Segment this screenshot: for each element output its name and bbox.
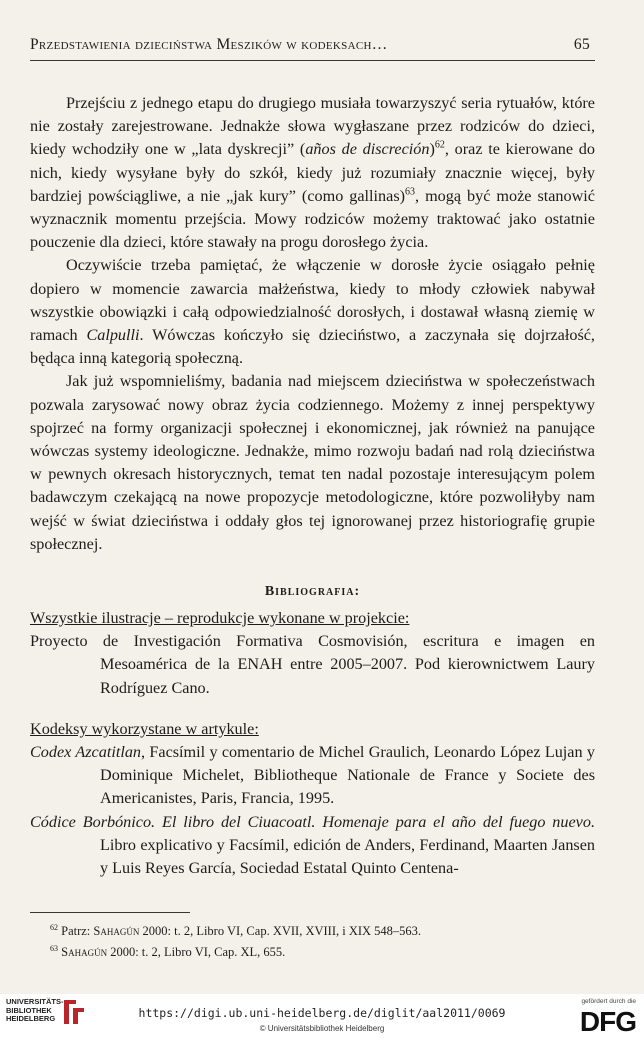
- digitization-footer: [0, 994, 644, 1044]
- p2-text-b: . Wówczas kończyło się dzieciństwo, a zaczynała się dojrzałość, będąca inną kategorią społeczną.: [30, 326, 595, 368]
- bib-entry: Proyecto de Investigación Formativa Cosmovisión, escritura e imagen en Mesoamérica de la ENAH entre 2005–2007. Pod kierownictwem Laury Rodríguez Cano.: [30, 632, 595, 697]
- p2-text-a: Oczywiście trzeba pamiętać, że włączenie w dorosłe życie osiągało pełnię dopiero w momencie zawarcia małżeństwa, kiedy to młody człowiek nabywał wszystkie obowiązki i całą odpowiedzialność dorosłych, i dostawał własną ziemię w ramach: [30, 256, 595, 345]
- p1-text-b: ): [429, 140, 435, 159]
- footnotes: [50, 919, 590, 961]
- p1-text-d: , mogą być może stanowić wyznacznik momentu przejścia. Mowy rodziców możemy traktować jako ostatnie pouczenie dla dzieci, które stawały na progu dorosłego życia.: [30, 186, 595, 252]
- source-url-link[interactable]: https://digi.ub.uni-heidelberg.de/diglit/aal2011/0069: [138, 1006, 506, 1020]
- bib-subheading-codices: Kodeksy wykorzystane w artykule:: [30, 719, 259, 738]
- running-title: Przedstawienia dzieciństwa Meszików w kodeksach…: [30, 36, 388, 53]
- paragraph-3: Jak już wspomnieliśmy, badania nad miejscem dzieciństwa w społeczeństwach pozwala zarysować nowy obraz życia codziennego. Możemy z innej perspektywy spojrzeć na formy organizacji społecznej i ekonomicznej, jak również na panujące wówczas systemy ideologiczne. Jednakże, mimo rozwoju badań nad rolą dzieciństwa w pewnych okresach historycznych, temat ten nadal pozostaje interesującym polem badawczym czekającą na nowe propozycje metodologiczne, które pozwoliłyby nam wejść w świat dzieciństwa i oddały głos tej ignorowanej przez historiografię grupie społecznej.: [30, 372, 595, 553]
- footnote-ref-62[interactable]: 62: [434, 140, 445, 152]
- bib-entry-title: Codex Azcatitlan: [30, 743, 142, 762]
- header-rule: [30, 60, 595, 61]
- p1-text-c: , oraz te kierowane do nich, kiedy wysyłane były do szkół, kiedy już rozumiały znacznie więcej, były bardziej powściągliwe, a nie „jak kury” (como gallinas): [30, 140, 595, 205]
- bib-entry-details: Libro explicativo y Facsímil, edición de Anders, Ferdinand, Maarten Jansen y Luis Reyes García, Sociedad Estatal Quinto Centena-: [100, 835, 595, 878]
- bib-subheading-illustrations: Wszystkie ilustracje – reprodukcje wykonane w projekcie:: [30, 609, 410, 627]
- footnote-62: $^{62}$ Patrz: Sahagún 2000: t. 2, Libro VI, Cap. XVII, XVIII, i XIX 548–563.: [50, 923, 422, 939]
- body-text: [30, 92, 595, 556]
- paragraph-2: [30, 254, 595, 370]
- paragraph-1: [30, 92, 595, 254]
- running-header: [30, 36, 590, 54]
- bibliography: [30, 607, 595, 880]
- bibliography-heading: Bibliografia:: [264, 584, 361, 599]
- p1-italic: años de discreción: [305, 140, 430, 159]
- footnote-63: $^{63}$ Sahagún 2000: t. 2, Libro VI, Cap. XL, 655.: [50, 944, 286, 960]
- bib-entry: [30, 741, 595, 811]
- funded-by-text: gefördert durch die: [581, 998, 636, 1005]
- library-logo[interactable]: UNIVERSITÄTS-BIBLIOTHEK HEIDELBERG: [6, 997, 64, 1023]
- bib-entry-details: , Facsímil y comentario de Michel Graulich, Leonardo López Lujan y Dominique Michelet, Bibliotheque Nationale de France y Societe des Americanistes, Paris, Francia, 1995.: [100, 743, 595, 808]
- bib-entry: [30, 811, 595, 881]
- copyright-text: © Universitätsbibliothek Heidelberg: [259, 1024, 385, 1033]
- page-number: 65: [573, 36, 590, 53]
- dfg-logo[interactable]: DFG: [579, 1006, 636, 1037]
- bib-entry-title: Códice Borbónico. El libro del Ciuacoatl. Homenaje para el año del fuego nuevo.: [30, 812, 595, 831]
- footnote-ref-63[interactable]: 63: [405, 186, 416, 198]
- p1-text-a: Przejściu z jednego etapu do drugiego musiała towarzyszyć seria rytuałów, które nie zostały zarejestrowane. Jednakże słowa wygłaszane przez rodziców do dzieci, kiedy wchodziły one w „lata dyskrecji” (: [30, 94, 595, 159]
- footnote-rule: [30, 912, 190, 913]
- p2-italic: Calpulli: [86, 326, 140, 345]
